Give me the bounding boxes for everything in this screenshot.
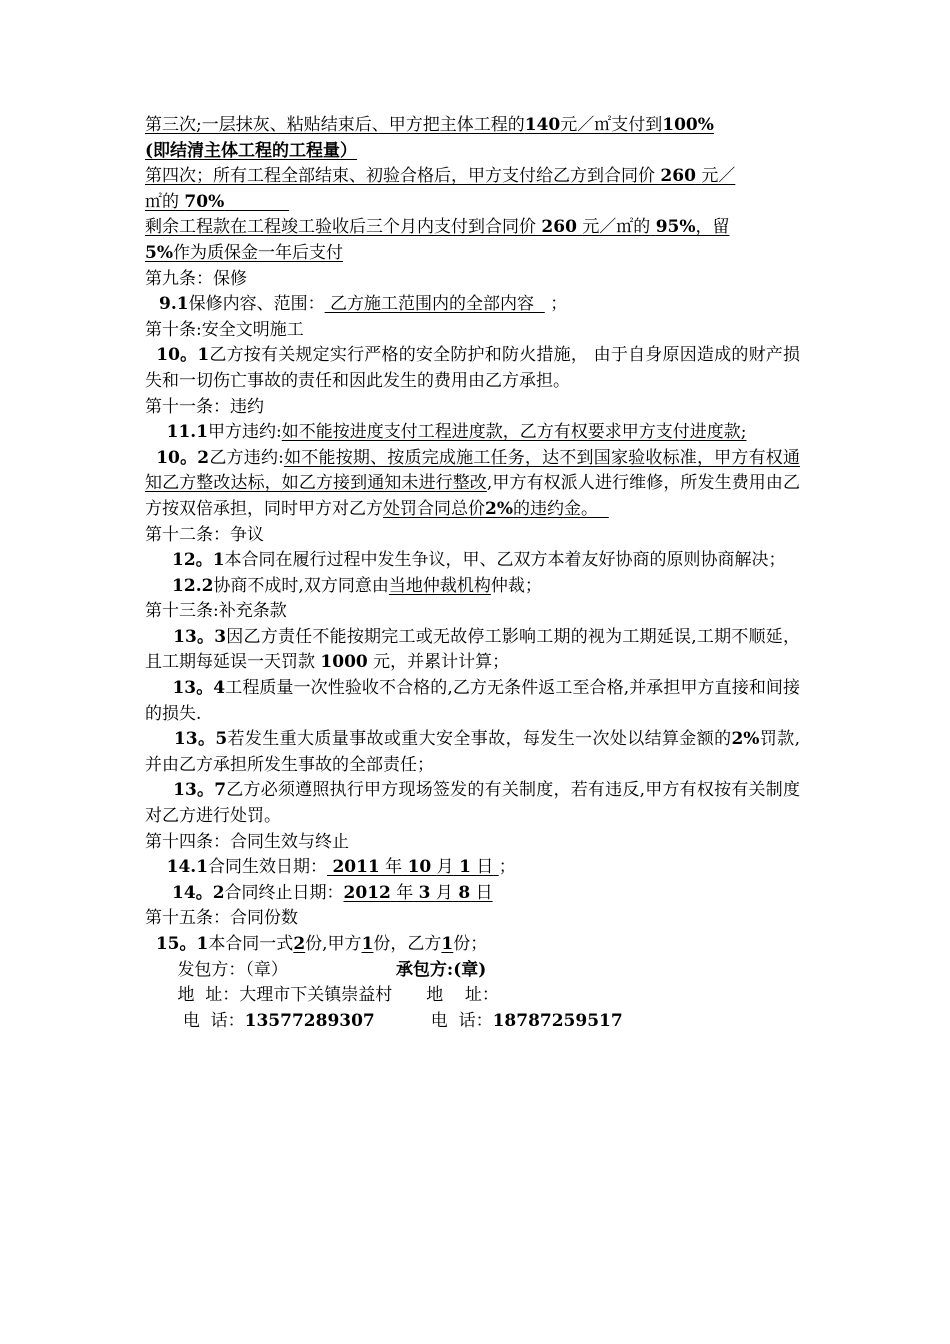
article-13-4: 13。4工程质量一次性验收不合格的,乙方无条件返工至合格,并承担甲方直接和间接的损失. [145, 678, 800, 724]
article-9-1: 9.1保修内容、范围： 乙方施工范围内的全部内容 ； [159, 294, 568, 315]
article-15-title: 第十五条：合同份数 [145, 908, 298, 929]
payment-rest-line1: 剩余工程款在工程竣工验收后三个月内支付到合同价 260 元／㎡的 95%，留 [145, 217, 730, 238]
article-11-2: 10。2乙方违约:如不能按期、按质完成施工任务，达不到国家验收标准，甲方有权通知乙方整改达标，如乙方接到通知未进行整改,甲方有权派人进行维修，所发生费用由乙方按双倍承担，同时甲方对乙方处罚合同总价2%的违约金。 [145, 447, 800, 519]
article-12-1: 12。1本合同在履行过程中发生争议，甲、乙双方本着友好协商的原则协商解决； [172, 550, 786, 571]
signature-phone [145, 1009, 800, 1035]
payment-fourth-line1: 第四次；所有工程全部结束、初验合格后，甲方支付给乙方到合同价 260 元／ [145, 166, 736, 187]
article-13-7: 13。7乙方必须遵照执行甲方现场签发的有关制度，若有违反,甲方有权按有关制度对乙方进行处罚。 [145, 780, 800, 827]
article-11-1: 11.1甲方违约:如不能按进度支付工程进度款，乙方有权要求甲方支付进度款; [166, 422, 747, 443]
employer-label: 发包方：（章） [177, 959, 288, 980]
article-14-2: 14。2合同终止日期：2012 年 3 月 8 日 [172, 882, 493, 903]
address-label: 地 址： [177, 985, 240, 1006]
article-14-1: 14.1合同生效日期： 2011 年 10 月 1 日 ； [166, 857, 516, 878]
phone-employer: 13577289307 [244, 1010, 375, 1031]
article-13-5: 13。5若发生重大质量事故或重大安全事故，每发生一次处以结算金额的2%罚款,并由乙方承担所发生事故的全部责任； [145, 729, 800, 775]
article-9-title: 第九条：保修 [145, 268, 247, 289]
phone-label-2: 电 话： [430, 1010, 493, 1031]
phone-label: 电 话： [182, 1010, 245, 1031]
article-12-title: 第十二条：争议 [145, 524, 264, 545]
payment-third-line2: (即结清主体工程的工程量） [145, 140, 358, 161]
phone-contractor: 18787259517 [492, 1010, 623, 1031]
article-12-2: 12.2协商不成时,双方同意由当地仲裁机构仲裁； [172, 575, 542, 596]
article-10-title: 第十条:安全文明施工 [145, 319, 304, 340]
payment-rest-line2: 5%作为质保金一年后支付 [145, 242, 343, 263]
article-14-title: 第十四条：合同生效与终止 [145, 831, 349, 852]
article-13-3: 13。3因乙方责任不能按期完工或无故停工影响工期的视为工期延误,工期不顺延，且工期每延误一天罚款 1000 元，并累计计算； [145, 626, 800, 673]
article-13-title: 第十三条:补充条款 [145, 601, 287, 622]
signature-parties [145, 958, 800, 984]
contract-page [145, 113, 800, 1034]
payment-third-line1: 第三次;一层抹灰、粘贴结束后、甲方把主体工程的140元／㎡支付到100% [145, 115, 714, 135]
address-label-2: 地 址： [426, 985, 499, 1006]
contractor-label: 承包方:(章) [395, 959, 487, 980]
payment-fourth-line2: ㎡的 70% [145, 191, 225, 212]
article-10-1: 10。1乙方按有关规定实行严格的安全防护和防火措施， 由于自身原因造成的财产损失和一切伤亡事故的责任和因此发生的费用由乙方承担。 [145, 345, 800, 391]
article-11-title: 第十一条：违约 [145, 396, 264, 417]
address-value: 大理市下关镇崇益村 [239, 985, 393, 1006]
article-15-1: 15。1本合同一式2份,甲方1份，乙方1份； [155, 934, 488, 954]
signature-address [145, 983, 800, 1009]
